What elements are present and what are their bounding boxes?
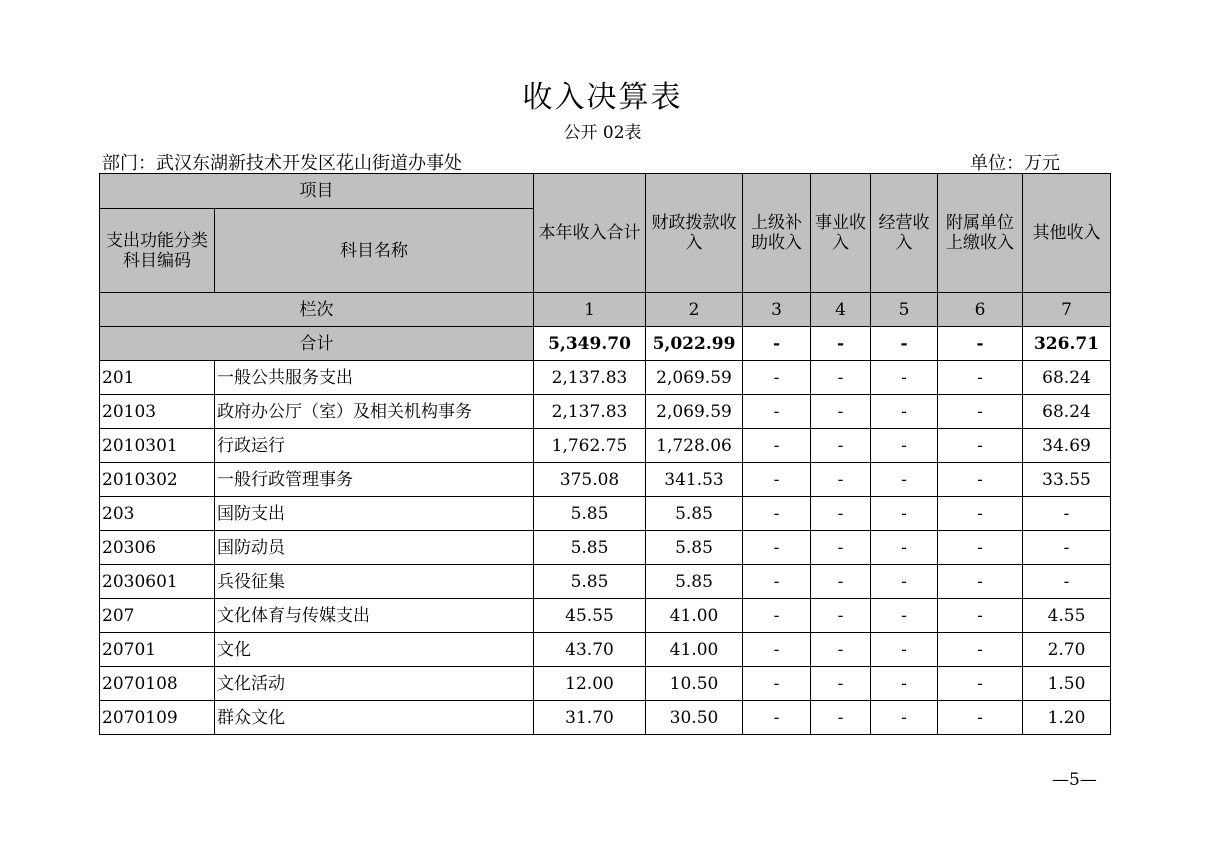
- row-code: 20103: [100, 395, 215, 429]
- header-row-label: 栏次: [100, 293, 534, 327]
- row-value: -: [871, 633, 938, 667]
- row-value: 30.50: [646, 701, 743, 735]
- row-value: -: [743, 599, 811, 633]
- row-value: -: [871, 599, 938, 633]
- row-value: 5.85: [534, 565, 646, 599]
- row-value: -: [938, 667, 1023, 701]
- row-name: 一般行政管理事务: [215, 463, 534, 497]
- row-value: 5.85: [534, 497, 646, 531]
- row-value: -: [938, 361, 1023, 395]
- row-value: 1,728.06: [646, 429, 743, 463]
- col-num: 7: [1023, 293, 1111, 327]
- row-value: -: [811, 395, 871, 429]
- unit-label: 单位：万元: [970, 153, 1060, 174]
- table-row: [100, 633, 1111, 667]
- row-name: 国防支出: [215, 497, 534, 531]
- row-value: 1.50: [1023, 667, 1111, 701]
- header-total-income: 本年收入合计: [534, 174, 646, 293]
- header-item: 项目: [100, 174, 534, 209]
- row-value: -: [811, 599, 871, 633]
- row-value: -: [743, 395, 811, 429]
- row-value: -: [938, 395, 1023, 429]
- row-value: 33.55: [1023, 463, 1111, 497]
- row-value: -: [743, 463, 811, 497]
- row-value: -: [743, 361, 811, 395]
- row-value: -: [938, 463, 1023, 497]
- row-value: 2.70: [1023, 633, 1111, 667]
- row-code: 20306: [100, 531, 215, 565]
- row-name: 政府办公厅（室）及相关机构事务: [215, 395, 534, 429]
- row-value: 12.00: [534, 667, 646, 701]
- row-value: -: [938, 531, 1023, 565]
- total-value: -: [871, 327, 938, 361]
- table-row: [100, 531, 1111, 565]
- row-code: 201: [100, 361, 215, 395]
- total-value: 5,349.70: [534, 327, 646, 361]
- row-code: 2030601: [100, 565, 215, 599]
- row-value: -: [743, 633, 811, 667]
- header-other: 其他收入: [1023, 174, 1111, 293]
- header-affiliate: 附属单位上缴收入: [938, 174, 1023, 293]
- col-num: 3: [743, 293, 811, 327]
- row-value: 4.55: [1023, 599, 1111, 633]
- row-value: -: [1023, 565, 1111, 599]
- table-row: [100, 565, 1111, 599]
- row-value: -: [938, 701, 1023, 735]
- row-name: 文化体育与传媒支出: [215, 599, 534, 633]
- col-num: 6: [938, 293, 1023, 327]
- row-value: 31.70: [534, 701, 646, 735]
- row-value: -: [938, 497, 1023, 531]
- total-value: -: [811, 327, 871, 361]
- row-value: 341.53: [646, 463, 743, 497]
- page-number: —5—: [1052, 770, 1097, 790]
- row-value: -: [871, 361, 938, 395]
- table-row: [100, 463, 1111, 497]
- row-value: -: [871, 565, 938, 599]
- row-value: -: [743, 497, 811, 531]
- table-row: [100, 667, 1111, 701]
- row-value: 5.85: [534, 531, 646, 565]
- row-name: 一般公共服务支出: [215, 361, 534, 395]
- row-value: 2,137.83: [534, 361, 646, 395]
- total-value: 326.71: [1023, 327, 1111, 361]
- row-code: 2010302: [100, 463, 215, 497]
- row-value: -: [871, 667, 938, 701]
- row-name: 群众文化: [215, 701, 534, 735]
- row-value: -: [743, 429, 811, 463]
- header-operating: 经营收入: [871, 174, 938, 293]
- row-value: 43.70: [534, 633, 646, 667]
- row-value: 5.85: [646, 531, 743, 565]
- row-code: 203: [100, 497, 215, 531]
- row-value: -: [938, 633, 1023, 667]
- form-code: 公开 02表: [563, 123, 642, 143]
- total-value: 5,022.99: [646, 327, 743, 361]
- header-superior: 上级补助收入: [743, 174, 811, 293]
- header-name: 科目名称: [215, 209, 534, 293]
- row-value: 68.24: [1023, 395, 1111, 429]
- row-value: 1.20: [1023, 701, 1111, 735]
- row-value: 41.00: [646, 599, 743, 633]
- header-code: 支出功能分类科目编码: [100, 209, 215, 293]
- row-value: -: [743, 667, 811, 701]
- row-name: 行政运行: [215, 429, 534, 463]
- row-value: -: [871, 531, 938, 565]
- row-value: -: [871, 497, 938, 531]
- table-row: [100, 701, 1111, 735]
- row-value: 1,762.75: [534, 429, 646, 463]
- row-value: -: [1023, 497, 1111, 531]
- row-code: 2070109: [100, 701, 215, 735]
- row-value: 2,137.83: [534, 395, 646, 429]
- row-name: 文化: [215, 633, 534, 667]
- row-value: -: [811, 667, 871, 701]
- row-value: -: [938, 565, 1023, 599]
- row-value: 34.69: [1023, 429, 1111, 463]
- row-value: -: [871, 429, 938, 463]
- table-row: [100, 361, 1111, 395]
- row-value: -: [871, 395, 938, 429]
- row-value: -: [743, 701, 811, 735]
- row-value: -: [871, 463, 938, 497]
- row-value: -: [938, 429, 1023, 463]
- row-value: -: [811, 701, 871, 735]
- row-value: -: [811, 565, 871, 599]
- department-label: 部门：武汉东湖新技术开发区花山街道办事处: [102, 153, 462, 174]
- row-code: 20701: [100, 633, 215, 667]
- col-num: 5: [871, 293, 938, 327]
- row-name: 兵役征集: [215, 565, 534, 599]
- header-business: 事业收入: [811, 174, 871, 293]
- row-value: -: [938, 599, 1023, 633]
- income-table: [99, 173, 1111, 735]
- table-row: [100, 395, 1111, 429]
- row-value: -: [811, 497, 871, 531]
- total-value: -: [743, 327, 811, 361]
- row-code: 2070108: [100, 667, 215, 701]
- header-fiscal: 财政拨款收入: [646, 174, 743, 293]
- total-row: [100, 327, 1111, 361]
- row-value: 5.85: [646, 565, 743, 599]
- row-value: -: [811, 463, 871, 497]
- row-value: -: [811, 361, 871, 395]
- row-value: -: [743, 531, 811, 565]
- table-row: [100, 429, 1111, 463]
- row-code: 2010301: [100, 429, 215, 463]
- row-value: 2,069.59: [646, 395, 743, 429]
- total-label: 合计: [100, 327, 534, 361]
- row-value: -: [1023, 531, 1111, 565]
- row-value: -: [811, 633, 871, 667]
- table-row: [100, 497, 1111, 531]
- col-num: 2: [646, 293, 743, 327]
- row-value: -: [743, 565, 811, 599]
- row-value: -: [811, 531, 871, 565]
- col-num: 1: [534, 293, 646, 327]
- col-num: 4: [811, 293, 871, 327]
- row-value: 2,069.59: [646, 361, 743, 395]
- row-value: 10.50: [646, 667, 743, 701]
- row-value: -: [871, 701, 938, 735]
- row-value: 68.24: [1023, 361, 1111, 395]
- page-title: 收入决算表: [522, 80, 683, 115]
- row-value: 5.85: [646, 497, 743, 531]
- row-name: 文化活动: [215, 667, 534, 701]
- row-code: 207: [100, 599, 215, 633]
- row-value: -: [811, 429, 871, 463]
- total-value: -: [938, 327, 1023, 361]
- row-value: 41.00: [646, 633, 743, 667]
- table-row: [100, 599, 1111, 633]
- row-value: 375.08: [534, 463, 646, 497]
- row-value: 45.55: [534, 599, 646, 633]
- row-name: 国防动员: [215, 531, 534, 565]
